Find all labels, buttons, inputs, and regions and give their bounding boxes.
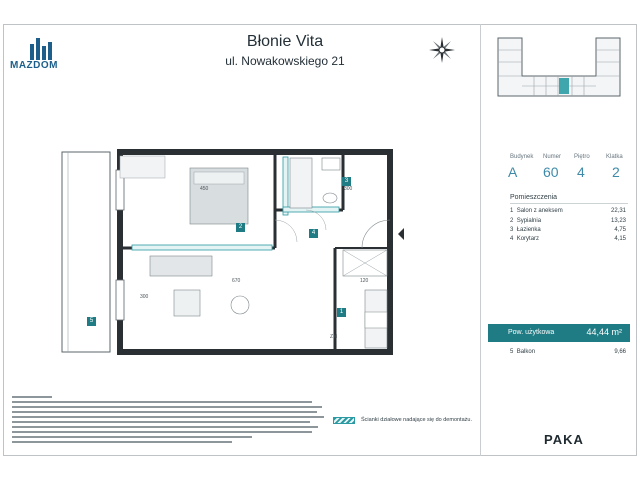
room-area: 4,15 [614, 236, 626, 242]
room-name: Łazienka [516, 227, 541, 233]
room-area: 13,23 [610, 218, 626, 224]
legend [333, 416, 493, 430]
balcony-name: Balkon [516, 349, 536, 355]
usable-area-bar [488, 324, 630, 342]
key-plan-highlight [559, 78, 569, 94]
room-number: 3 [510, 227, 514, 233]
building-key-plan [488, 30, 628, 100]
unit-building-value: A [508, 164, 518, 180]
unit-stair-label: Klatka [606, 154, 623, 160]
project-address: ul. Nowakowskiego 21 [225, 54, 345, 68]
legend-text: Ścianki działowe nadające się do demontażu. [361, 417, 472, 423]
room-number: 2 [510, 218, 514, 224]
unit-floor-value: 4 [577, 164, 585, 180]
room-area: 4,75 [614, 227, 626, 233]
plan-dimension: 300 [344, 186, 353, 192]
apartment-floor-plan [60, 140, 410, 360]
room-number: 4 [510, 236, 514, 242]
room-name: Salon z aneksem [516, 208, 563, 214]
usable-area-value: 44,44 m² [586, 327, 622, 337]
plan-room-number: 5 [87, 317, 96, 326]
room-number: 1 [510, 208, 514, 214]
unit-number-value: 60 [543, 164, 559, 180]
room-row [510, 218, 628, 224]
usable-area-label: Pow. użytkowa [508, 329, 555, 336]
plan-dimension: 300 [140, 294, 149, 300]
unit-floor-label: Piętro [574, 154, 590, 160]
plan-dimension: 120 [360, 278, 369, 284]
plan-room-number: 3 [342, 177, 351, 186]
project-title: Błonie Vita [246, 33, 324, 50]
unit-building-label: Budynek [510, 154, 534, 160]
fine-print-block [12, 396, 332, 452]
unit-stair-value: 2 [612, 164, 620, 180]
plan-room-number: 2 [236, 223, 245, 232]
room-area: 22,31 [610, 208, 626, 214]
room-row [510, 227, 628, 233]
plan-dimension: ZM [330, 334, 338, 340]
demountable-wall-swatch [333, 417, 355, 424]
balcony-area: 9,66 [614, 349, 626, 355]
developer-logo-text: MAZDOM [10, 60, 58, 71]
plan-room-number: 1 [337, 308, 346, 317]
plan-room-number: 4 [309, 229, 318, 238]
room-name: Sypialnia [516, 218, 542, 224]
plan-dimension: 670 [232, 278, 241, 284]
panel-divider [480, 24, 481, 456]
builder-logo: PAKA [544, 432, 584, 447]
plan-dimension: 450 [200, 186, 209, 192]
rooms-divider [510, 203, 628, 204]
balcony-number: 5 [510, 349, 514, 355]
unit-number-label: Numer [543, 154, 562, 160]
room-row [510, 208, 628, 214]
room-name: Korytarz [516, 236, 540, 242]
rooms-heading: Pomieszczenia [510, 194, 558, 201]
room-row [510, 236, 628, 242]
balcony-row [510, 349, 628, 355]
compass-rose-icon [428, 36, 456, 64]
